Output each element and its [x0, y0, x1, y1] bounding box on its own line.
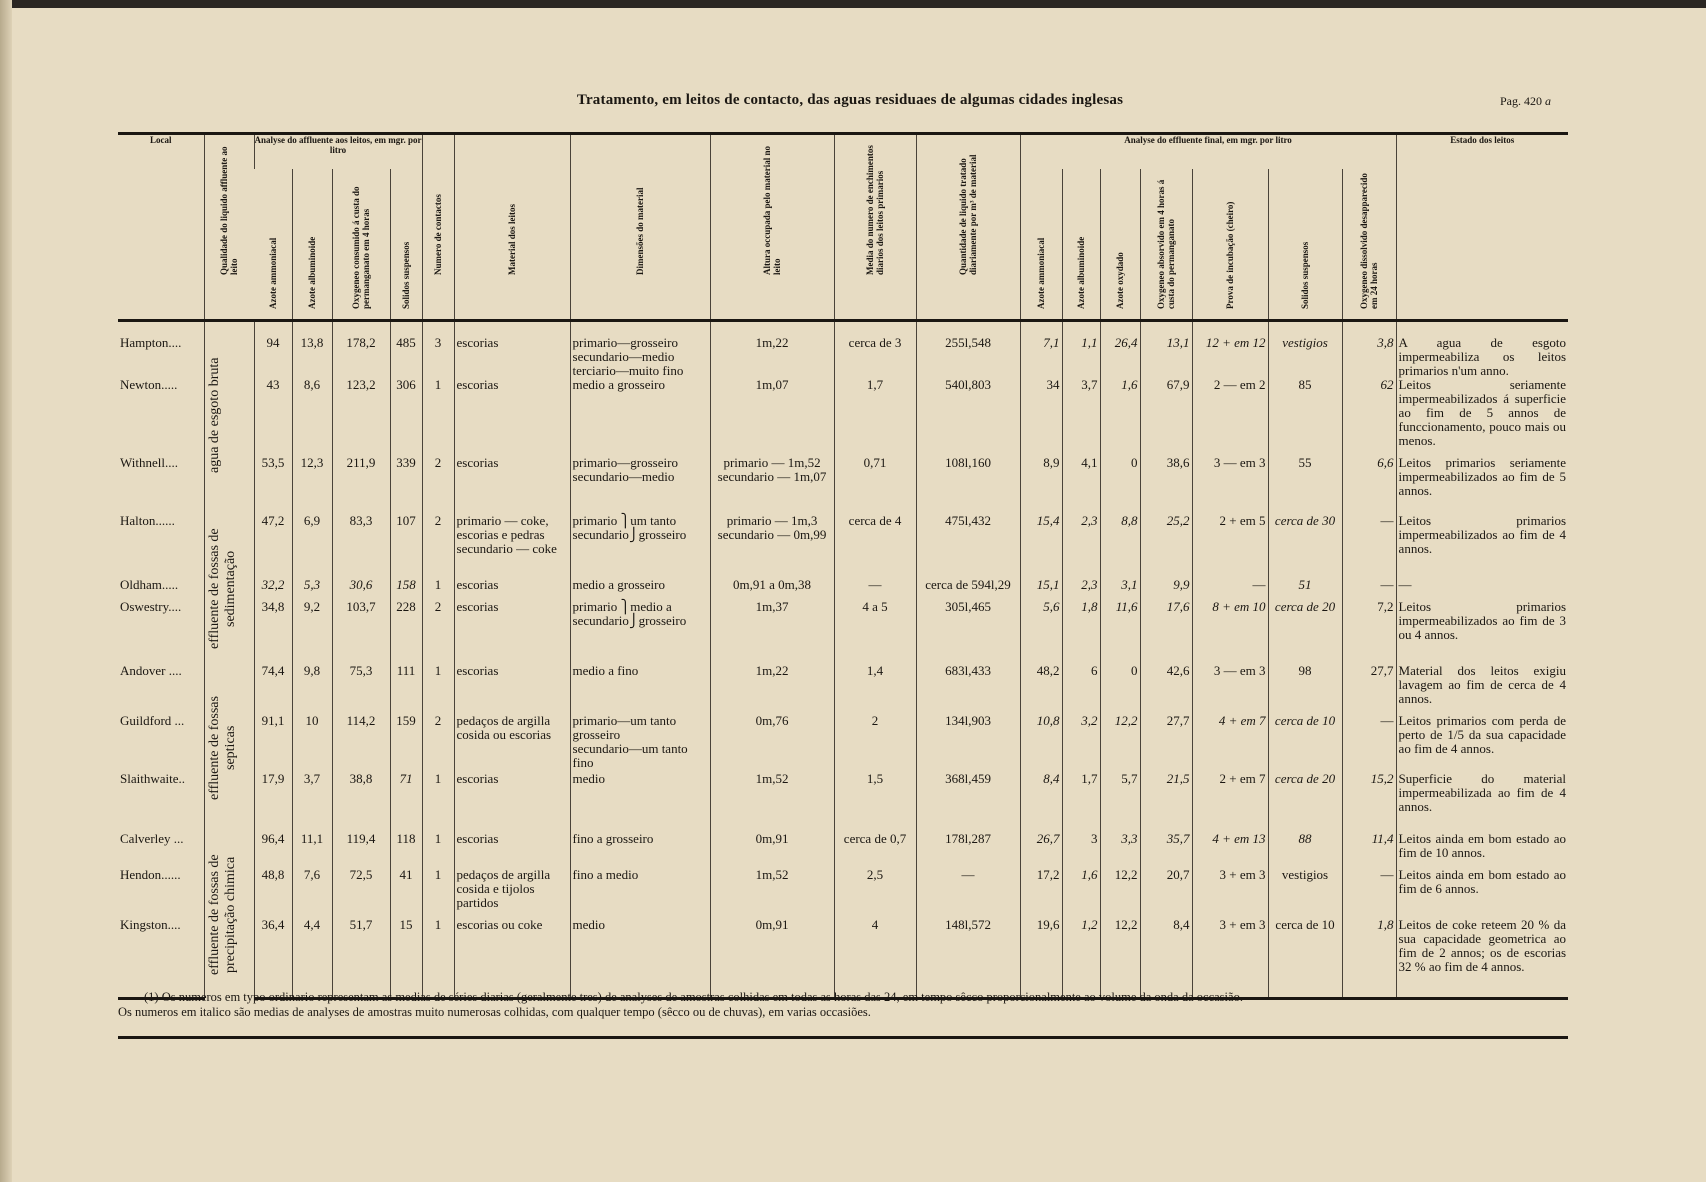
cell-est: Leitos ainda em bom estado ao fim de 10 annos. [1396, 832, 1568, 868]
cell-a4: 71 [390, 772, 422, 832]
cell-a3: 83,3 [332, 514, 390, 578]
cell-alt: 1m,22 [710, 664, 834, 714]
header-oxygeneo-consumido: Oxygeneo consumido á custa do permanganato em 4 horas [332, 169, 390, 321]
cell-local: Guildford ... [120, 713, 185, 728]
cell-a2: 5,3 [292, 578, 332, 600]
cell-a1: 74,4 [254, 664, 292, 714]
table-row [118, 600, 1568, 664]
cell-est: — [1396, 578, 1568, 600]
cell-n: 1 [422, 772, 454, 832]
table-row [118, 868, 1568, 918]
cell-dim: primario ⎫medio a secundario⎭grosseiro [570, 600, 710, 664]
cell-alt: 1m,52 [710, 772, 834, 832]
header-e-prova-incubacao: Prova de incubação (cheiro) [1192, 169, 1268, 321]
cell-e3: 12,2 [1100, 918, 1140, 998]
cell-dim: primario—um tanto grosseiro secundario—um tanto fino [570, 714, 710, 772]
cell-e4: 21,5 [1140, 772, 1192, 832]
cell-e5: 3 + em 3 [1192, 918, 1268, 998]
table-row [118, 456, 1568, 514]
cell-e6: cerca de 10 [1268, 714, 1342, 772]
cell-n: 2 [422, 600, 454, 664]
cell-a3: 38,8 [332, 772, 390, 832]
cell-e6: cerca de 30 [1268, 514, 1342, 578]
cell-e5: — [1192, 578, 1268, 600]
cell-e1: 26,7 [1020, 832, 1062, 868]
cell-e1: 8,9 [1020, 456, 1062, 514]
table-row [118, 918, 1568, 998]
cell-e7: — [1342, 714, 1396, 772]
cell-alt: 1m,37 [710, 600, 834, 664]
table-row [118, 321, 1568, 379]
cell-n: 1 [422, 918, 454, 998]
cell-e5: 4 + em 7 [1192, 714, 1268, 772]
cell-e4: 35,7 [1140, 832, 1192, 868]
cell-a3: 75,3 [332, 664, 390, 714]
cell-a4: 41 [390, 868, 422, 918]
header-altura-material: Altura occupada pelo material no leito [710, 134, 834, 321]
cell-a2: 13,8 [292, 321, 332, 379]
cell-e2: 3 [1062, 832, 1100, 868]
cell-e6: cerca de 20 [1268, 600, 1342, 664]
cell-e2: 1,7 [1062, 772, 1100, 832]
cell-qty: 134l,903 [916, 714, 1020, 772]
cell-a3: 51,7 [332, 918, 390, 998]
cell-e5: 3 + em 3 [1192, 868, 1268, 918]
cell-qty: 368l,459 [916, 772, 1020, 832]
cell-e7: 15,2 [1342, 772, 1396, 832]
cell-e1: 48,2 [1020, 664, 1062, 714]
cell-e1: 8,4 [1020, 772, 1062, 832]
cell-qty: 475l,432 [916, 514, 1020, 578]
cell-local: Withnell.... [120, 455, 178, 470]
cell-alt: 1m,07 [710, 378, 834, 456]
cell-e5: 8 + em 10 [1192, 600, 1268, 664]
cell-a3: 123,2 [332, 378, 390, 456]
cell-a3: 114,2 [332, 714, 390, 772]
cell-n: 2 [422, 514, 454, 578]
cell-e2: 2,3 [1062, 514, 1100, 578]
cell-a1: 34,8 [254, 600, 292, 664]
cell-a1: 96,4 [254, 832, 292, 868]
cell-n: 1 [422, 578, 454, 600]
cell-e5: 4 + em 13 [1192, 832, 1268, 868]
cell-e1: 7,1 [1020, 321, 1062, 379]
cell-e5: 12 + em 12 [1192, 321, 1268, 379]
cell-e6: 98 [1268, 664, 1342, 714]
cell-local: Slaithwaite.. [120, 771, 185, 786]
cell-med: — [834, 578, 916, 600]
cell-a1: 47,2 [254, 514, 292, 578]
cell-alt: 1m,52 [710, 868, 834, 918]
cell-qty: 178l,287 [916, 832, 1020, 868]
cell-qty: — [916, 868, 1020, 918]
header-e-solidos-suspensos: Solidos suspensos [1268, 169, 1342, 321]
cell-e4: 13,1 [1140, 321, 1192, 379]
header-e-azote-albuminoide: Azote albuminoide [1062, 169, 1100, 321]
header-material-leitos: Material dos leitos [454, 134, 570, 321]
cell-a1: 17,9 [254, 772, 292, 832]
cell-mat: escorias [454, 578, 570, 600]
cell-e6: vestigios [1268, 321, 1342, 379]
cell-alt: 0m,76 [710, 714, 834, 772]
cell-est: Leitos primarios com perda de perto de 1/5 da sua capacidade ao fim de 4 annos. [1396, 714, 1568, 772]
cell-e1: 34 [1020, 378, 1062, 456]
header-media-enchimentos: Media do numero de enchimentos diarios dos leitos primarios [834, 134, 916, 321]
cell-a1: 36,4 [254, 918, 292, 998]
cell-qualidade-group [204, 514, 254, 664]
cell-med: 0,71 [834, 456, 916, 514]
cell-e1: 15,1 [1020, 578, 1062, 600]
cell-local: Calverley ... [120, 831, 184, 846]
cell-a1: 91,1 [254, 714, 292, 772]
cell-e6: 85 [1268, 378, 1342, 456]
table-body [118, 321, 1568, 999]
cell-est: A agua de esgoto impermeabiliza os leitos primarios n'um anno. [1396, 321, 1568, 379]
header-azote-albuminoide: Azote albuminoide [292, 169, 332, 321]
cell-qualidade-group [204, 321, 254, 515]
table-row [118, 714, 1568, 772]
cell-alt: 0m,91 [710, 918, 834, 998]
cell-a2: 9,2 [292, 600, 332, 664]
cell-e7: 6,6 [1342, 456, 1396, 514]
cell-mat: escorias [454, 600, 570, 664]
cell-e4: 25,2 [1140, 514, 1192, 578]
cell-med: 4 [834, 918, 916, 998]
group-label: effluente de fossas de sedimentação [206, 528, 238, 650]
cell-e2: 6 [1062, 664, 1100, 714]
table-row [118, 664, 1568, 714]
cell-est: Leitos primarios impermeabilizados ao fim de 4 annos. [1396, 514, 1568, 578]
cell-e6: cerca de 10 [1268, 918, 1342, 998]
cell-dim: medio [570, 918, 710, 998]
cell-local: Andover .... [120, 663, 182, 678]
cell-e7: — [1342, 868, 1396, 918]
cell-n: 1 [422, 664, 454, 714]
cell-alt: 1m,22 [710, 321, 834, 379]
cell-med: 2 [834, 714, 916, 772]
cell-e4: 20,7 [1140, 868, 1192, 918]
cell-alt: 0m,91 [710, 832, 834, 868]
cell-e7: 27,7 [1342, 664, 1396, 714]
cell-mat: escorias [454, 664, 570, 714]
cell-e3: 3,1 [1100, 578, 1140, 600]
cell-a4: 228 [390, 600, 422, 664]
cell-e2: 1,8 [1062, 600, 1100, 664]
cell-e7: 7,2 [1342, 600, 1396, 664]
cell-a1: 48,8 [254, 868, 292, 918]
cell-e6: 88 [1268, 832, 1342, 868]
cell-e1: 19,6 [1020, 918, 1062, 998]
cell-local: Newton..... [120, 377, 178, 392]
footnote-line-1: (1) Os numeros em typo ordinario representam as medias de séries diarias (geralmente tres) de analyses de amostras colhidas em todas as horas das 24, em tempo sêcco proporcionalmente ao volume da onda da occasião. [144, 990, 1243, 1004]
cell-a4: 118 [390, 832, 422, 868]
cell-a3: 72,5 [332, 868, 390, 918]
cell-dim: primario ⎫um tanto secundario⎭grosseiro [570, 514, 710, 578]
table-row [118, 378, 1568, 456]
data-table [118, 132, 1568, 1000]
header-e-azote-ammoniacal: Azote ammoniacal [1020, 169, 1062, 321]
table-row [118, 832, 1568, 868]
cell-local: Hendon...... [120, 867, 181, 882]
cell-a4: 111 [390, 664, 422, 714]
cell-med: cerca de 4 [834, 514, 916, 578]
page-title: Tratamento, em leitos de contacto, das aguas residuaes de algumas cidades inglesas [576, 92, 1124, 108]
cell-e5: 2 + em 7 [1192, 772, 1268, 832]
cell-e6: cerca de 20 [1268, 772, 1342, 832]
cell-med: 4 a 5 [834, 600, 916, 664]
cell-n: 2 [422, 456, 454, 514]
cell-a3: 119,4 [332, 832, 390, 868]
group-label: agua de esgoto bruta [206, 357, 222, 473]
cell-e2: 1,2 [1062, 918, 1100, 998]
cell-est: Leitos de coke reteem 20 % da sua capacidade geometrica ao fim de 2 annos; os de escorias 32 % ao fim de 4 annos. [1396, 918, 1568, 998]
cell-e2: 4,1 [1062, 456, 1100, 514]
cell-local: Hampton.... [120, 335, 182, 350]
cell-e4: 27,7 [1140, 714, 1192, 772]
cell-e3: 12,2 [1100, 714, 1140, 772]
cell-e3: 26,4 [1100, 321, 1140, 379]
cell-e5: 2 — em 2 [1192, 378, 1268, 456]
cell-e4: 42,6 [1140, 664, 1192, 714]
cell-alt: 0m,91 a 0m,38 [710, 578, 834, 600]
header-e-azote-oxydado: Azote oxydado [1100, 169, 1140, 321]
header-e-oxygeneo-dissolvido: Oxygeneo dissolvido desapparecido em 24 horas [1342, 169, 1396, 321]
cell-local: Kingston.... [118, 918, 204, 998]
cell-a3: 30,6 [332, 578, 390, 600]
cell-a4: 306 [390, 378, 422, 456]
cell-med: 1,7 [834, 378, 916, 456]
cell-local: Oldham..... [120, 577, 179, 592]
cell-qty: cerca de 594l,29 [916, 578, 1020, 600]
cell-med: cerca de 0,7 [834, 832, 916, 868]
cell-e1: 15,4 [1020, 514, 1062, 578]
cell-n: 2 [422, 714, 454, 772]
header-qualidade: Qualidade do liquido affluente ao leito [204, 134, 254, 321]
table-row [118, 772, 1568, 832]
cell-alt: primario — 1m,52 secundario — 1m,07 [710, 456, 834, 514]
cell-a4: 339 [390, 456, 422, 514]
page-top-edge [0, 0, 1706, 8]
page-binding-edge [0, 0, 12, 1182]
cell-qty: 540l,803 [916, 378, 1020, 456]
group-label: effluente de fossas septicas [206, 696, 238, 800]
cell-a2: 6,9 [292, 514, 332, 578]
cell-e4: 8,4 [1140, 918, 1192, 998]
cell-mat: pedaços de argilla cosida e tijolos partidos [454, 868, 570, 918]
footnote-line-2: Os numeros em italico são medias de analyses de amostras muito numerosas colhidas, com qualquer tempo (sêcco ou de chuvas), em varias occasiões. [118, 1005, 871, 1019]
cell-e5: 2 + em 5 [1192, 514, 1268, 578]
cell-e7: 11,4 [1342, 832, 1396, 868]
header-analyse-affluente: Analyse do affluente aos leitos, em mgr. por litro [254, 134, 422, 170]
cell-e7: — [1342, 514, 1396, 578]
cell-a2: 7,6 [292, 868, 332, 918]
cell-med: 1,4 [834, 664, 916, 714]
cell-e3: 1,6 [1100, 378, 1140, 456]
cell-a4: 485 [390, 321, 422, 379]
cell-mat: escorias ou coke [454, 918, 570, 998]
cell-e4: 38,6 [1140, 456, 1192, 514]
cell-a2: 12,3 [292, 456, 332, 514]
cell-a2: 11,1 [292, 832, 332, 868]
cell-e7: 3,8 [1342, 321, 1396, 379]
cell-mat: escorias [454, 378, 570, 456]
cell-a4: 159 [390, 714, 422, 772]
cell-a2: 3,7 [292, 772, 332, 832]
cell-qualidade-group [204, 832, 254, 998]
header-solidos-suspensos: Solidos suspensos [390, 169, 422, 321]
cell-a3: 103,7 [332, 600, 390, 664]
cell-e3: 0 [1100, 664, 1140, 714]
cell-a4: 15 [390, 918, 422, 998]
cell-e6: 51 [1268, 578, 1342, 600]
bottom-rule [118, 1036, 1568, 1039]
cell-a3: 178,2 [332, 321, 390, 379]
cell-e2: 3,2 [1062, 714, 1100, 772]
cell-med: cerca de 3 [834, 321, 916, 379]
cell-a2: 10 [292, 714, 332, 772]
cell-a4: 158 [390, 578, 422, 600]
cell-e3: 0 [1100, 456, 1140, 514]
cell-e2: 3,7 [1062, 378, 1100, 456]
cell-a2: 9,8 [292, 664, 332, 714]
cell-e2: 1,1 [1062, 321, 1100, 379]
cell-e4: 9,9 [1140, 578, 1192, 600]
cell-qualidade-group [204, 664, 254, 832]
cell-n: 3 [422, 321, 454, 379]
cell-e7: 62 [1342, 378, 1396, 456]
cell-qty: 305l,465 [916, 600, 1020, 664]
cell-mat: escorias [454, 321, 570, 379]
cell-a4: 107 [390, 514, 422, 578]
cell-a3: 211,9 [332, 456, 390, 514]
cell-dim: primario—grosseiro secundario—medio [570, 456, 710, 514]
cell-a2: 4,4 [292, 918, 332, 998]
cell-a1: 43 [254, 378, 292, 456]
cell-dim: medio a fino [570, 664, 710, 714]
header-numero-contactos: Numero de contactos [422, 134, 454, 321]
cell-est: Leitos primarios seriamente impermeabilizados ao fim de 5 annos. [1396, 456, 1568, 514]
cell-mat: escorias [454, 772, 570, 832]
header-estado: Estado dos leitos [1396, 134, 1568, 321]
table-row [118, 578, 1568, 600]
cell-qty: 683l,433 [916, 664, 1020, 714]
cell-mat: pedaços de argilla cosida ou escorias [454, 714, 570, 772]
cell-a1: 94 [254, 321, 292, 379]
group-label: effluente de fossas de precipitação chimica [206, 854, 238, 976]
footnote [118, 990, 1568, 1020]
cell-e2: 1,6 [1062, 868, 1100, 918]
cell-dim: medio [570, 772, 710, 832]
cell-n: 1 [422, 832, 454, 868]
cell-dim: medio a grosseiro [570, 578, 710, 600]
cell-n: 1 [422, 378, 454, 456]
cell-a1: 53,5 [254, 456, 292, 514]
cell-dim: fino a grosseiro [570, 832, 710, 868]
header-local: Local [118, 134, 204, 321]
cell-qty: 108l,160 [916, 456, 1020, 514]
cell-dim: medio a grosseiro [570, 378, 710, 456]
header-quantidade-liquido: Quantidade de liquido tratado diariamente por m³ de material [916, 134, 1020, 321]
cell-dim: primario—grosseiro secundario—medio terciario—muito fino [570, 321, 710, 379]
cell-e3: 5,7 [1100, 772, 1140, 832]
cell-e2: 2,3 [1062, 578, 1100, 600]
cell-e7: 1,8 [1342, 918, 1396, 998]
cell-e7: — [1342, 578, 1396, 600]
cell-e4: 17,6 [1140, 600, 1192, 664]
cell-alt: primario — 1m,3 secundario — 0m,99 [710, 514, 834, 578]
cell-e4: 67,9 [1140, 378, 1192, 456]
cell-est: Leitos ainda em bom estado ao fim de 6 annos. [1396, 868, 1568, 918]
table-row [118, 514, 1568, 578]
cell-mat: escorias [454, 456, 570, 514]
cell-local: Oswestry.... [120, 599, 182, 614]
cell-n: 1 [422, 868, 454, 918]
cell-e3: 8,8 [1100, 514, 1140, 578]
cell-est: Material dos leitos exigiu lavagem ao fim de cerca de 4 annos. [1396, 664, 1568, 714]
cell-e5: 3 — em 3 [1192, 664, 1268, 714]
cell-mat: escorias [454, 832, 570, 868]
cell-e3: 12,2 [1100, 868, 1140, 918]
header-dimensoes-material: Dimensões do material [570, 134, 710, 321]
cell-est: Superficie do material impermeabilizada ao fim de 4 annos. [1396, 772, 1568, 832]
cell-est: Leitos primarios impermeabilizados ao fim de 3 ou 4 annos. [1396, 600, 1568, 664]
header-azote-ammoniacal: Azote ammoniacal [254, 169, 292, 321]
cell-qty: 148l,572 [916, 918, 1020, 998]
cell-e1: 5,6 [1020, 600, 1062, 664]
cell-e6: 55 [1268, 456, 1342, 514]
cell-local: Halton...... [120, 513, 175, 528]
cell-e3: 11,6 [1100, 600, 1140, 664]
cell-e3: 3,3 [1100, 832, 1140, 868]
cell-e5: 3 — em 3 [1192, 456, 1268, 514]
cell-e6: vestigios [1268, 868, 1342, 918]
page-number: Pag. 420 a [1500, 94, 1551, 108]
cell-e1: 10,8 [1020, 714, 1062, 772]
cell-est: Leitos seriamente impermeabilizados á superficie ao fim de 5 annos de funccionamento, pouco mais ou menos. [1396, 378, 1568, 456]
cell-qty: 255l,548 [916, 321, 1020, 379]
cell-dim: fino a medio [570, 868, 710, 918]
cell-mat: primario — coke, escorias e pedras secundario — coke [454, 514, 570, 578]
cell-a1: 32,2 [254, 578, 292, 600]
cell-e1: 17,2 [1020, 868, 1062, 918]
cell-a2: 8,6 [292, 378, 332, 456]
cell-med: 2,5 [834, 868, 916, 918]
header-e-oxygeneo-absorvido: Oxygeneo absorvido em 4 horas á custa do permanganato [1140, 169, 1192, 321]
header-analyse-effluente: Analyse do effluente final, em mgr. por litro [1020, 134, 1396, 170]
cell-med: 1,5 [834, 772, 916, 832]
